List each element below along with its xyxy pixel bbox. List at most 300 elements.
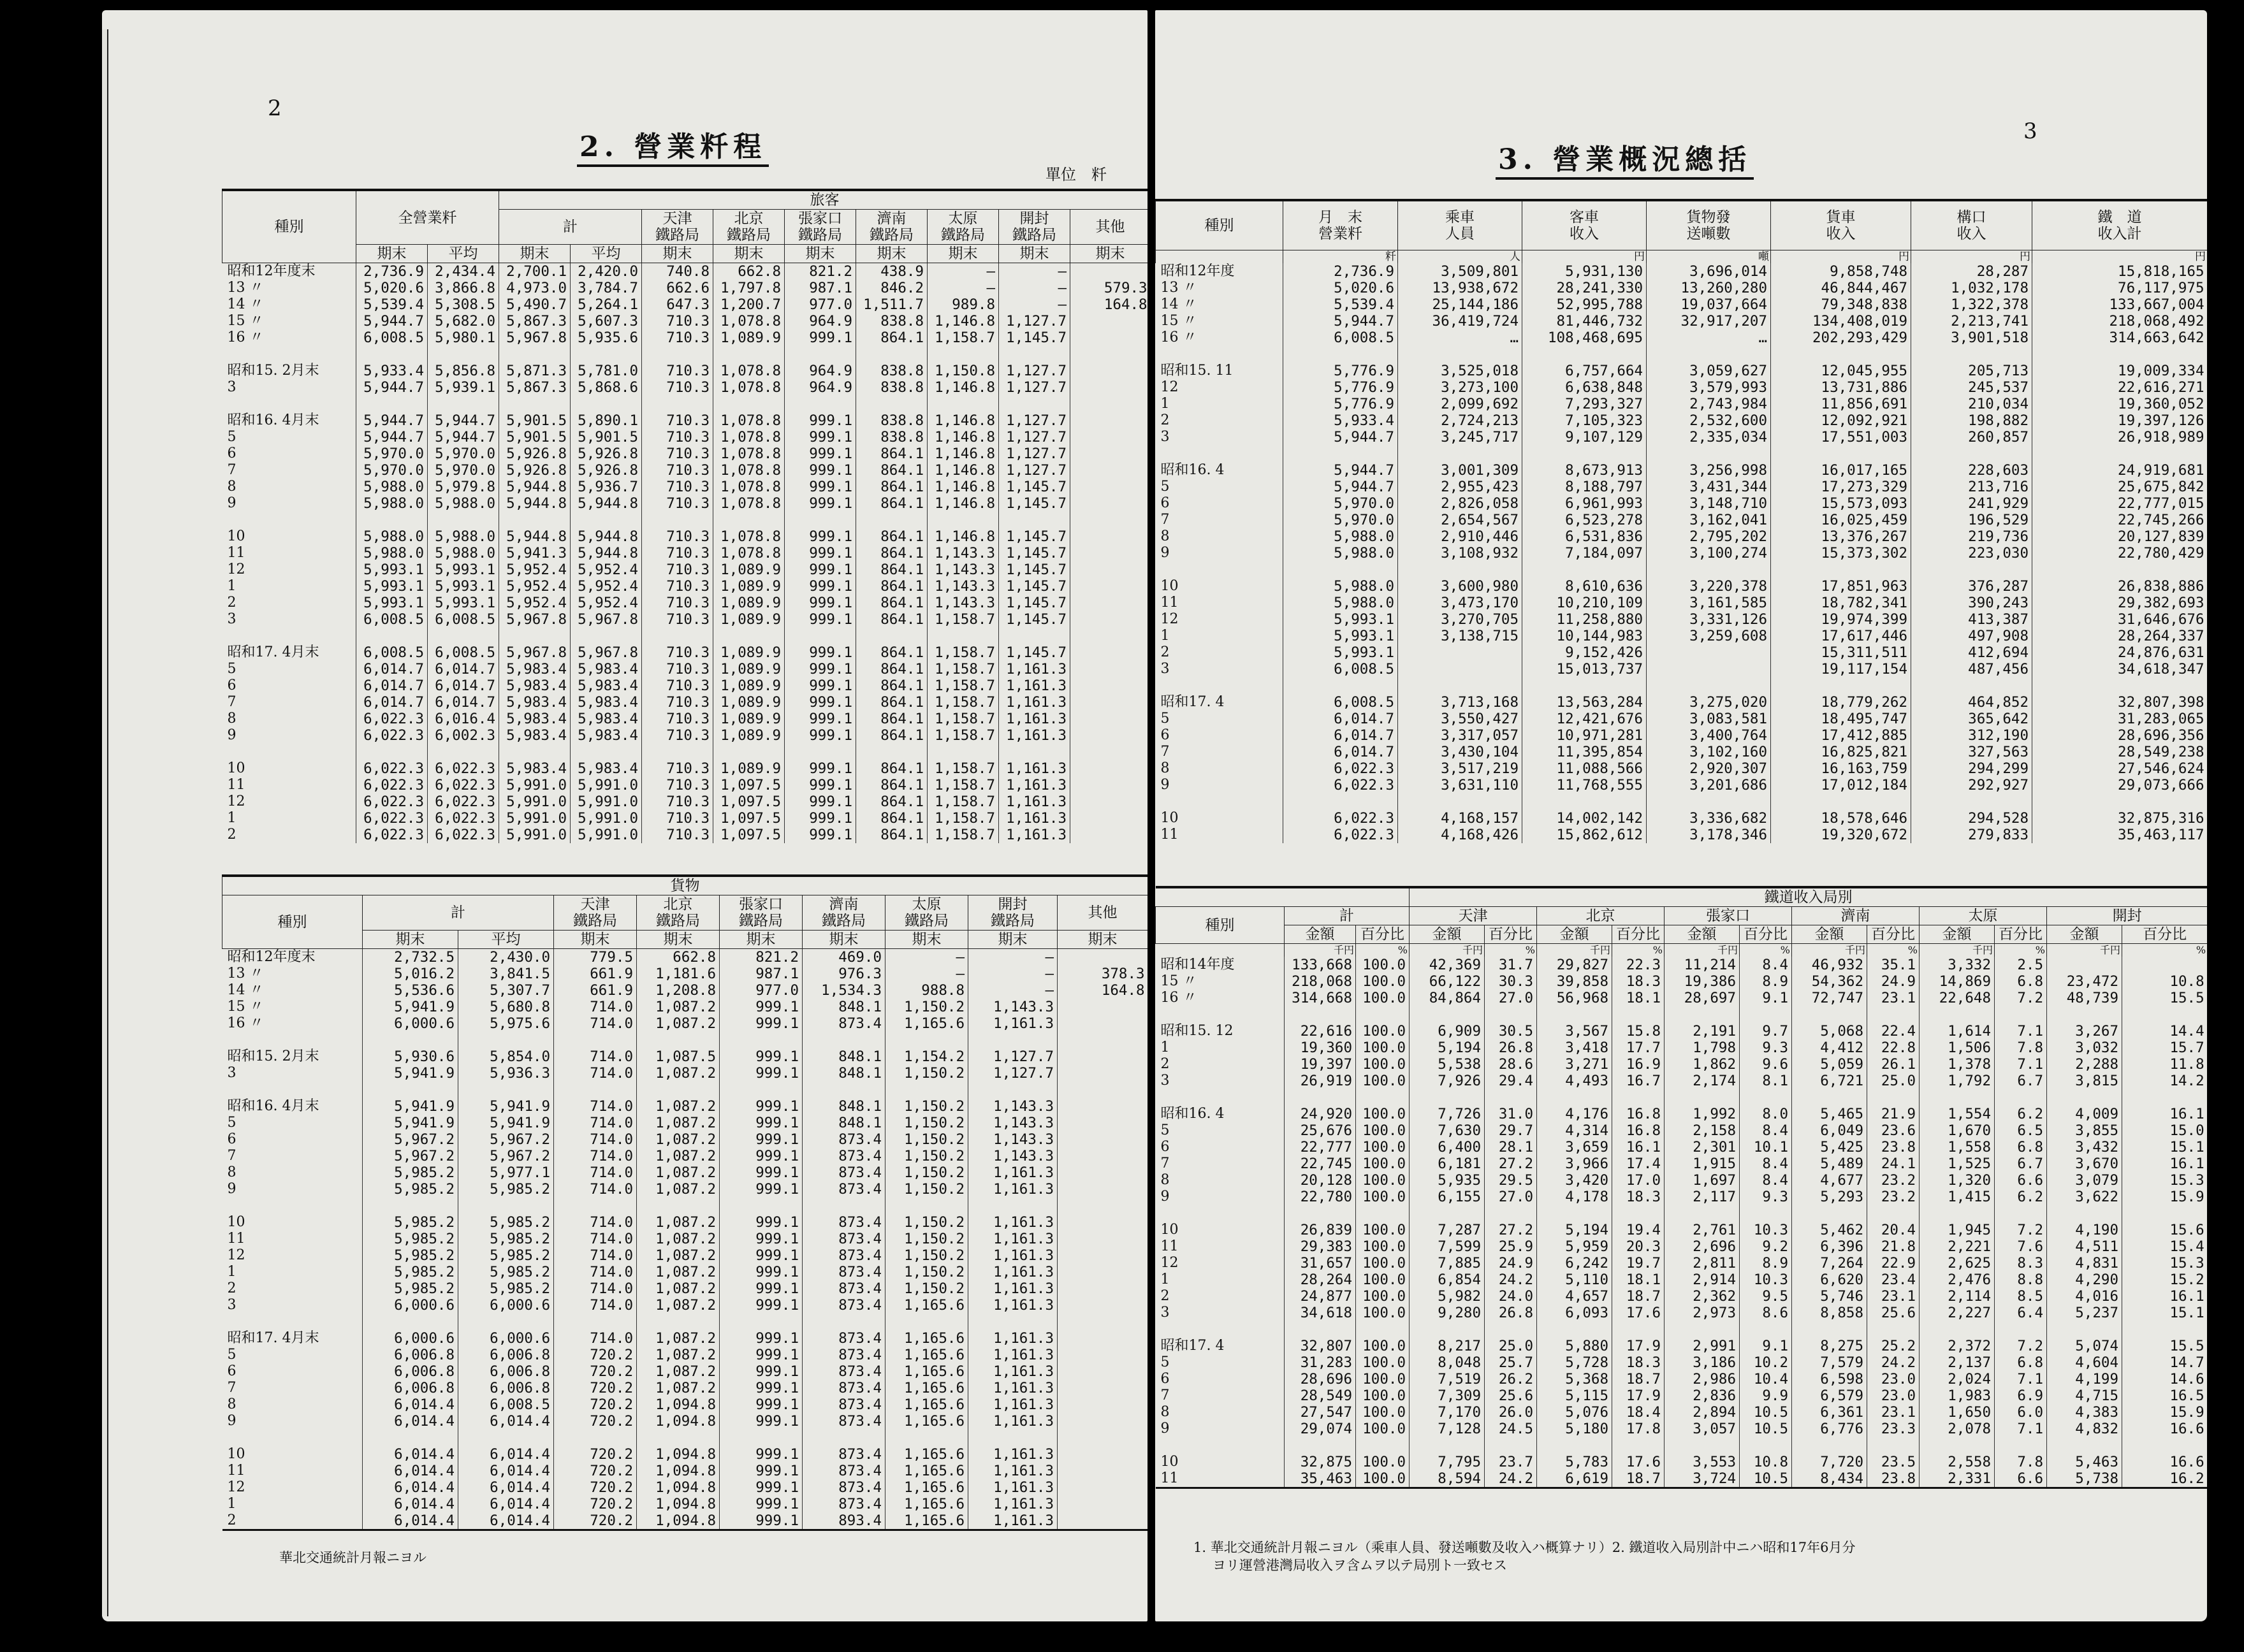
table-cell: 1,150.2 [885, 1131, 968, 1148]
table-cell: 5,776.9 [1283, 396, 1398, 412]
table-cell: 6,049 [1792, 1122, 1867, 1139]
row-label: 15 〃 [227, 313, 264, 329]
table-cell: 202,293,429 [1771, 330, 1911, 346]
table-cell: 28.1 [1485, 1139, 1537, 1156]
table-cell: 9,107,129 [1522, 429, 1647, 446]
table-cell [1070, 363, 1148, 379]
table-cell: 5,970.0 [428, 462, 499, 479]
table-cell: 3,220,378 [1647, 578, 1771, 595]
table-cell: 17.0 [1612, 1172, 1665, 1189]
row-label: 5 [1160, 1122, 1170, 1138]
table-cell: 5,983.4 [499, 694, 571, 711]
table-cell: 4,831 [2047, 1255, 2122, 1272]
table-cell: 4,412 [1792, 1040, 1867, 1056]
table-cell: 5,983.4 [571, 694, 642, 711]
table-cell: 999.1 [720, 1115, 803, 1131]
table-cell: 4,677 [1792, 1172, 1867, 1189]
table-cell: 3,245,717 [1398, 429, 1522, 446]
table-cell: 5,776.9 [1283, 363, 1398, 379]
table-cell: 1,146.8 [928, 412, 999, 429]
table-row [222, 313, 1148, 330]
table-cell: 1,150.2 [885, 1065, 968, 1082]
table-cell: 19,320,672 [1771, 827, 1911, 843]
table-cell: 1,534.3 [803, 982, 885, 999]
table-cell: 5,985.2 [363, 1264, 458, 1280]
row-label: 2 [227, 595, 237, 611]
table-cell: 100.0 [1356, 1371, 1410, 1388]
table-cell: 10.8 [1740, 1454, 1792, 1470]
row-label: 3 [1160, 1305, 1170, 1321]
table-cell: 1,087.2 [637, 999, 720, 1015]
table-cell: 5,993.1 [356, 578, 428, 595]
table-cell: 3,336,682 [1647, 810, 1771, 827]
table-cell: 29.5 [1485, 1172, 1537, 1189]
table-cell: 66,122 [1410, 973, 1485, 990]
table-cell: 8,858 [1792, 1305, 1867, 1321]
column-header: 乘車 人員 [1398, 200, 1522, 250]
table-cell: 6,909 [1410, 1023, 1485, 1040]
table-cell: 5,539.4 [356, 296, 428, 313]
table-cell: 17.6 [1612, 1454, 1665, 1470]
table-cell: 5,926.8 [571, 462, 642, 479]
table-cell: 27.0 [1485, 990, 1537, 1006]
table-cell: 1,078.8 [713, 379, 785, 396]
table-cell: 100.0 [1356, 1305, 1410, 1321]
table-cell: 23,472 [2047, 973, 2122, 990]
column-header: 期末 [356, 245, 428, 263]
table-cell: 5,935.6 [571, 330, 642, 346]
table-cell: 6,022.3 [1283, 827, 1398, 843]
table-cell: 1,150.2 [885, 1181, 968, 1198]
table-cell: 873.4 [803, 1363, 885, 1380]
table-row [222, 677, 1148, 694]
table-cell: 3,509,801 [1398, 263, 1522, 280]
table-cell: 1,983 [1920, 1388, 1995, 1404]
table-cell: 5,970.0 [1283, 512, 1398, 528]
table-cell: 24.2 [1867, 1354, 1920, 1371]
table-cell: 3,259,608 [1647, 628, 1771, 644]
table-cell: 22.9 [1867, 1255, 1920, 1272]
table-cell: 3,696,014 [1647, 263, 1771, 280]
table-cell: 100.0 [1356, 1470, 1410, 1488]
table-cell: 6,022.3 [428, 777, 499, 793]
table-cell: 1,158.7 [928, 793, 999, 810]
table-cell: 279,833 [1911, 827, 2032, 843]
table-cell: 15.2 [2122, 1272, 2208, 1288]
table-row [222, 1496, 1148, 1512]
table-cell: 5,991.0 [499, 793, 571, 810]
table-cell: 35,463,117 [2032, 827, 2208, 843]
table-cell: 5,991.0 [571, 793, 642, 810]
row-label: 12 [227, 793, 245, 809]
column-header: 百分比 [1867, 925, 1920, 944]
freight-km-table [222, 874, 1148, 1531]
table-cell: 5,991.0 [571, 810, 642, 827]
row-label: 15 〃 [1160, 973, 1197, 989]
table-cell: 31.0 [1485, 1106, 1537, 1122]
table-cell: 1,143.3 [928, 578, 999, 595]
summary-table [1155, 199, 2207, 843]
table-cell: 1,089.9 [713, 330, 785, 346]
table-cell: 2,743,984 [1647, 396, 1771, 412]
table-cell: 846.2 [856, 280, 928, 296]
table-cell: 25.6 [1485, 1388, 1537, 1404]
row-label: 1 [227, 810, 237, 826]
table-cell: 1,165.6 [885, 1396, 968, 1413]
table-cell: 1,097.5 [713, 810, 785, 827]
table-row [222, 1098, 1148, 1115]
table-cell: 714.0 [554, 1231, 637, 1247]
table-cell: 710.3 [642, 379, 713, 396]
table-cell: 32,807,398 [2032, 694, 2208, 711]
table-cell: 1,078.8 [713, 495, 785, 512]
table-cell: 5,941.9 [458, 1115, 554, 1131]
column-header: 金額 [1792, 925, 1867, 944]
table-cell: 4,009 [2047, 1106, 2122, 1122]
table-cell [1058, 1231, 1148, 1247]
table-cell: 2,894 [1665, 1404, 1740, 1421]
table-cell: 245,537 [1911, 379, 2032, 396]
row-label: 16 〃 [1160, 329, 1197, 345]
table-cell: 1,161.3 [968, 1347, 1058, 1363]
table-cell: 873.4 [803, 1396, 885, 1413]
table-cell: 1,146.8 [928, 379, 999, 396]
table-cell: 3,432 [2047, 1139, 2122, 1156]
row-label: 11 [227, 1463, 245, 1479]
table-cell: 1,506 [1920, 1040, 1995, 1056]
table-cell: 999.1 [720, 1065, 803, 1082]
table-row [222, 1164, 1148, 1181]
table-cell: 2,558 [1920, 1454, 1995, 1470]
table-cell: 5,944.7 [356, 412, 428, 429]
table-cell [1070, 661, 1148, 677]
table-row [222, 1380, 1148, 1396]
table-cell: 5,944.7 [356, 429, 428, 446]
table-cell: 16.5 [2122, 1388, 2208, 1404]
table-cell: 1,161.3 [968, 1264, 1058, 1280]
table-cell: 16.1 [1612, 1139, 1665, 1156]
table-cell: 6,014.4 [363, 1396, 458, 1413]
column-header: 貨車 收入 [1771, 200, 1911, 250]
table-cell: 1,161.3 [968, 1396, 1058, 1413]
table-cell: 100.0 [1356, 1139, 1410, 1156]
table-cell: 23.2 [1867, 1189, 1920, 1205]
table-row [1156, 760, 2208, 777]
table-cell: 5,983.4 [499, 661, 571, 677]
table-cell: 6,022.3 [428, 793, 499, 810]
table-cell [1058, 999, 1148, 1015]
table-cell: 720.2 [554, 1512, 637, 1530]
table-cell: 720.2 [554, 1463, 637, 1479]
table-cell: 999.1 [785, 644, 856, 661]
table-cell: 5,993.1 [1283, 644, 1398, 661]
table-cell: 1,089.9 [713, 677, 785, 694]
row-label: 1 [227, 578, 237, 594]
row-label: 13 〃 [227, 966, 264, 982]
table-cell: 740.8 [642, 263, 713, 280]
table-cell: 999.1 [720, 1380, 803, 1396]
row-label: 昭和15. 2月末 [227, 363, 319, 379]
table-row [1156, 1056, 2208, 1073]
table-cell: 3,567 [1537, 1023, 1612, 1040]
table-row [1156, 810, 2208, 827]
table-cell: 710.3 [642, 595, 713, 611]
table-cell: 1,165.6 [885, 1479, 968, 1496]
table-cell: 1,078.8 [713, 412, 785, 429]
table-cell: 1,097.5 [713, 827, 785, 843]
table-cell: 1,797.8 [713, 280, 785, 296]
row-label: 5 [1160, 1354, 1170, 1370]
table-cell: 8,048 [1410, 1354, 1485, 1371]
table-cell: 864.1 [856, 578, 928, 595]
table-row [222, 727, 1148, 744]
table-cell: 2,227 [1920, 1305, 1995, 1321]
table-cell: 6,531,836 [1522, 528, 1647, 545]
column-header: 北京 鐵路局 [713, 210, 785, 245]
table-cell: 662.6 [642, 280, 713, 296]
table-cell: 5,991.0 [571, 777, 642, 793]
row-label: 3 [1160, 1073, 1170, 1089]
table-cell: 3,275,020 [1647, 694, 1771, 711]
row-label: 3 [1160, 428, 1170, 445]
table-cell: 2,362 [1665, 1288, 1740, 1305]
table-cell: 1,087.2 [637, 1131, 720, 1148]
table-cell: 1,915 [1665, 1156, 1740, 1172]
table-cell: 6,721 [1792, 1073, 1867, 1089]
table-cell: 412,694 [1911, 644, 2032, 661]
table-cell: 714.0 [554, 1330, 637, 1347]
table-cell: 5,933.4 [356, 363, 428, 379]
table-cell [1070, 827, 1148, 843]
table-cell: 1,087.2 [637, 1214, 720, 1231]
table-cell: 987.1 [785, 280, 856, 296]
table-row [1156, 1454, 2208, 1470]
table-cell: 376,287 [1911, 578, 2032, 595]
table-cell: 13,563,284 [1522, 694, 1647, 711]
table-cell: 1,145.7 [999, 528, 1070, 545]
row-label: 11 [1160, 594, 1179, 611]
table-cell: 1,158.7 [928, 711, 999, 727]
table-cell: 3,100,274 [1647, 545, 1771, 562]
table-row [222, 1214, 1148, 1231]
row-label: 15 〃 [1160, 312, 1197, 329]
table-cell: 1,089.9 [713, 578, 785, 595]
table-cell: 438.9 [856, 263, 928, 280]
row-label: 6 [1160, 727, 1170, 743]
table-cell: 1,143.3 [968, 1131, 1058, 1148]
table-cell: 17.8 [1612, 1421, 1665, 1437]
table-cell: 20.4 [1867, 1222, 1920, 1238]
row-label: 12 [1160, 1255, 1179, 1271]
table-row [222, 429, 1148, 446]
table-cell: 3,331,126 [1647, 611, 1771, 628]
table-cell: 710.3 [642, 330, 713, 346]
table-cell: 10,210,109 [1522, 595, 1647, 611]
column-header: 百分比 [2122, 925, 2208, 944]
table-cell: 469.0 [803, 949, 885, 966]
row-label: 14 〃 [227, 982, 264, 998]
table-cell: 5,952.4 [499, 562, 571, 578]
row-label: 昭和17. 4月末 [227, 644, 319, 660]
table-cell: 22,745 [1285, 1156, 1356, 1172]
table-cell: 19,974,399 [1771, 611, 1911, 628]
table-cell: 12,045,955 [1771, 363, 1911, 379]
table-cell: 2,654,567 [1398, 512, 1522, 528]
table-cell: 11,768,555 [1522, 777, 1647, 793]
table-cell: 24,877 [1285, 1288, 1356, 1305]
row-label: 10 [1160, 1222, 1179, 1238]
table-cell: 6,022.3 [356, 711, 428, 727]
table-cell: 714.0 [554, 1181, 637, 1198]
table-cell [2047, 957, 2122, 973]
table-cell: 3,784.7 [571, 280, 642, 296]
table-cell: 3,431,344 [1647, 479, 1771, 495]
table-cell: 873.4 [803, 1148, 885, 1164]
table-cell: 25.0 [1867, 1073, 1920, 1089]
table-cell: 100.0 [1356, 1073, 1410, 1089]
table-row [1156, 1238, 2208, 1255]
table-cell [1058, 1098, 1148, 1115]
table-cell: 1,089.9 [713, 562, 785, 578]
row-label: 1 [1160, 1040, 1170, 1055]
table-cell: 999.1 [720, 1148, 803, 1164]
table-cell: 7,309 [1410, 1388, 1485, 1404]
table-cell: 23.1 [1867, 1404, 1920, 1421]
table-cell [1070, 263, 1148, 280]
table-row [222, 1446, 1148, 1463]
column-header: 期末 [803, 931, 885, 949]
table-cell: 864.1 [856, 446, 928, 462]
row-label: 2 [227, 827, 237, 843]
table-cell: 1,146.8 [928, 479, 999, 495]
passenger-km-table [222, 189, 1148, 843]
table-row [1156, 280, 2208, 296]
table-cell: 1,670 [1920, 1122, 1995, 1139]
table-cell: 29,073,666 [2032, 777, 2208, 793]
row-label: 5 [227, 661, 237, 677]
table-cell: 864.1 [856, 479, 928, 495]
row-label: 1 [1160, 1272, 1170, 1287]
table-cell: 1,554 [1920, 1106, 1995, 1122]
table-cell [1058, 1115, 1148, 1131]
table-cell: 28,549 [1285, 1388, 1356, 1404]
table-cell: 213,716 [1911, 479, 2032, 495]
table-cell: 864.1 [856, 644, 928, 661]
table-cell: 1,145.7 [999, 330, 1070, 346]
table-cell: 1,161.3 [968, 1330, 1058, 1347]
table-cell: 7,293,327 [1522, 396, 1647, 412]
row-label: 6 [1160, 1139, 1170, 1155]
table-cell: 873.4 [803, 1280, 885, 1297]
table-cell: 3,162,041 [1647, 512, 1771, 528]
table-cell: 497,908 [1911, 628, 2032, 644]
row-label: 14 〃 [1160, 296, 1197, 312]
table-cell: 6.8 [1995, 1354, 2047, 1371]
table-cell: 8.4 [1740, 1172, 1792, 1189]
table-cell: 5,944.8 [499, 495, 571, 512]
table-row [1156, 727, 2208, 744]
table-cell: 18.1 [1612, 1272, 1665, 1288]
table-cell: 999.1 [785, 330, 856, 346]
table-cell: 1,161.3 [968, 1280, 1058, 1297]
table-cell: 2,736.9 [1283, 263, 1398, 280]
table-cell: 4,715 [2047, 1388, 2122, 1404]
table-cell: 18.3 [1612, 973, 1665, 990]
table-cell [1058, 1330, 1148, 1347]
table-cell: 714.0 [554, 1148, 637, 1164]
table-cell: 710.3 [642, 562, 713, 578]
unit-cell: 円 [1771, 250, 1911, 263]
column-header: 期末 [642, 245, 713, 263]
column-header: 金額 [1537, 925, 1612, 944]
table-cell: 5,944.7 [1283, 429, 1398, 446]
table-cell: 100.0 [1356, 1338, 1410, 1354]
table-cell: 18.3 [1612, 1354, 1665, 1371]
table-cell: 873.4 [803, 1247, 885, 1264]
row-label: 9 [227, 495, 237, 511]
table-cell: 6,014.4 [458, 1496, 554, 1512]
table-cell: 14.2 [2122, 1073, 2208, 1089]
table-cell: 292,927 [1911, 777, 2032, 793]
column-header: 開封 鐵路局 [999, 210, 1070, 245]
table-cell: 5,536.6 [363, 982, 458, 999]
unit-cell: % [1485, 944, 1537, 957]
table-cell: 4,832 [2047, 1421, 2122, 1437]
table-cell: 710.3 [642, 760, 713, 777]
table-cell: 1,161.3 [999, 711, 1070, 727]
table-cell: 6,014.4 [363, 1512, 458, 1530]
table-cell: 1,146.8 [928, 462, 999, 479]
table-row [1156, 1139, 2208, 1156]
table-cell: 999.1 [785, 545, 856, 562]
table-cell: 1,089.9 [713, 694, 785, 711]
table-cell: 27,547 [1285, 1404, 1356, 1421]
table-row [1156, 1156, 2208, 1172]
table-cell: 1,087.2 [637, 1098, 720, 1115]
table-cell: 1,161.3 [999, 677, 1070, 694]
table-cell: 11,088,566 [1522, 760, 1647, 777]
table-cell: 1,150.2 [885, 1148, 968, 1164]
table-cell: 18.1 [1612, 990, 1665, 1006]
table-cell: 2,099,692 [1398, 396, 1522, 412]
table-cell: 2,221 [1920, 1238, 1995, 1255]
table-cell: 2,137 [1920, 1354, 1995, 1371]
table-cell: 5,991.0 [499, 827, 571, 843]
table-cell: 710.3 [642, 313, 713, 330]
column-header: 期末 [785, 245, 856, 263]
table-cell: 2,420.0 [571, 263, 642, 280]
column-header: 客車 收入 [1522, 200, 1647, 250]
table-cell: 8.6 [1740, 1305, 1792, 1321]
table-cell: 8.4 [1740, 957, 1792, 973]
table-cell: 15.7 [2122, 1040, 2208, 1056]
table-cell: 5,983.4 [571, 727, 642, 744]
table-cell: 2,826,058 [1398, 495, 1522, 512]
table-cell: 9.1 [1740, 990, 1792, 1006]
table-cell [1058, 1396, 1148, 1413]
row-label: 11 [227, 777, 245, 793]
table-cell [1070, 644, 1148, 661]
row-label: 3 [227, 379, 237, 395]
table-cell: 1,145.7 [999, 479, 1070, 495]
table-cell [1647, 661, 1771, 677]
table-cell: 1,158.7 [928, 644, 999, 661]
table-cell: 5,926.8 [571, 446, 642, 462]
table-cell: 1,208.8 [637, 982, 720, 999]
row-label: 16 〃 [227, 1015, 264, 1031]
row-label: 7 [227, 462, 237, 478]
table-cell: 9.3 [1740, 1040, 1792, 1056]
